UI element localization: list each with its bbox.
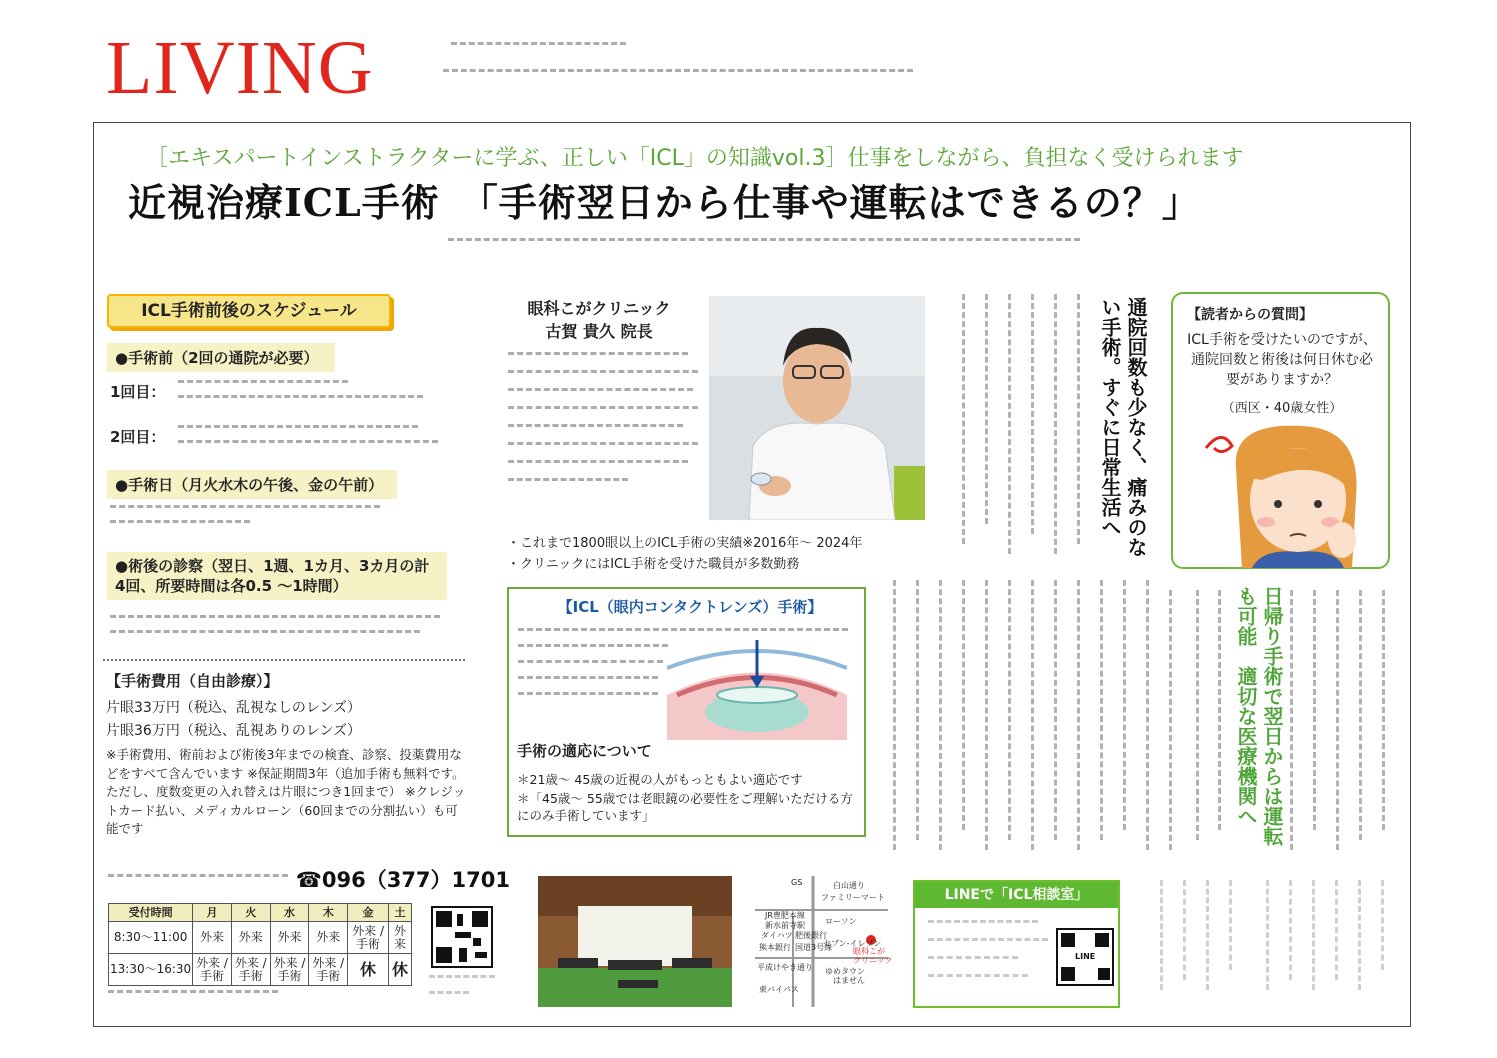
hours-cell: 外来 bbox=[388, 922, 411, 954]
map-label: クリニック bbox=[853, 956, 893, 965]
doctor-profile-text bbox=[508, 352, 698, 488]
doctor-name: 古賀 貴久 院長 bbox=[545, 322, 653, 341]
map-label: 肥後銀行 bbox=[795, 931, 827, 940]
map-label: ゆめタウン bbox=[825, 967, 865, 976]
thinking-woman-illustration bbox=[1192, 418, 1382, 568]
hours-cell: 外来 / 手術 bbox=[309, 954, 348, 986]
doctor-bullet-1: ・これまで1800眼以上のICL手術の実績※2016年～ 2024年 bbox=[507, 536, 863, 551]
map-label: 熊本銀行 bbox=[759, 943, 791, 952]
map-label: 国道3号線 bbox=[795, 943, 833, 952]
dotted-separator bbox=[103, 659, 465, 661]
hours-footnote bbox=[108, 990, 278, 1000]
hours-table bbox=[108, 903, 412, 986]
eye-diagram bbox=[667, 640, 847, 740]
map-label: セブン-イレブン bbox=[823, 939, 882, 948]
map-label: 平成けやき通り bbox=[757, 963, 813, 972]
reader-who: （西区・40歳女性） bbox=[1221, 401, 1343, 416]
visit2-details bbox=[178, 425, 438, 450]
hours-header: 水 bbox=[270, 904, 309, 922]
clinic-map bbox=[755, 876, 893, 1007]
map-label: ダイハツ bbox=[761, 931, 793, 940]
masthead-note bbox=[443, 42, 913, 79]
article-headline: 近視治療ICL手術 「手術翌日から仕事や運転はできるの？」 bbox=[128, 180, 1201, 225]
indication-note-2: ＊「45歳～ 55歳では老眼鏡の必要性をご理解いただける方にのみ手術しています」 bbox=[517, 791, 853, 823]
clinic-qr-code[interactable] bbox=[431, 906, 493, 968]
followup-details bbox=[110, 615, 440, 640]
before-surgery-label: ●手術前（2回の通院が必要） bbox=[107, 343, 335, 372]
line-box-title: LINEで「ICL相談室」 bbox=[915, 882, 1118, 908]
article-kicker: ［エキスパートインストラクターに学ぶ、正しい「ICL」の知識vol.3］仕事をしながら、負担なく受けられます bbox=[146, 146, 1244, 171]
map-label: JR豊肥本線 bbox=[765, 911, 805, 920]
hours-cell: 外来 / 手術 bbox=[348, 922, 389, 954]
doctor-name-block bbox=[506, 297, 692, 343]
hours-cell: 外来 bbox=[309, 922, 348, 954]
fee-line-1: 片眼33万円（税込、乱視なしのレンズ） bbox=[106, 700, 362, 716]
map-label: 東バイパス bbox=[759, 985, 799, 994]
hours-cell: 休 bbox=[388, 954, 411, 986]
hours-cell: 外来 bbox=[270, 922, 309, 954]
visit1-details bbox=[178, 380, 423, 405]
map-label: ファミリーマート bbox=[821, 893, 885, 902]
visit2-label: 2回目： bbox=[110, 428, 166, 446]
hours-cell: 外来 bbox=[231, 922, 270, 954]
hours-cell: 13:30～16:30 bbox=[109, 954, 193, 986]
line-qr-label: LINE bbox=[1075, 952, 1096, 961]
indication-note-1: ＊21歳～ 45歳の近視の人がもっともよい適応です bbox=[517, 772, 803, 787]
clinic-phone: ☎096（377）1701 bbox=[295, 868, 510, 892]
hours-header: 土 bbox=[388, 904, 411, 922]
surgery-day-label: ●手術日（月火水木の午後、金の午前） bbox=[107, 470, 397, 499]
reader-head: 【読者からの質問】 bbox=[1187, 307, 1313, 323]
hours-cell: 外来 bbox=[193, 922, 232, 954]
subhead-black: 通院回数も少なく、痛みのない手術。すぐに日常生活へ bbox=[1098, 297, 1148, 557]
hours-header: 火 bbox=[231, 904, 270, 922]
visit1-label: 1回目： bbox=[110, 383, 166, 401]
reader-question: ICL手術を受けたいのですが、通院回数と術後は何日休む必要がありますか？ bbox=[1187, 332, 1377, 388]
icl-title: 【ICL（眼内コンタクトレンズ）手術】 bbox=[557, 598, 823, 616]
doctor-clinic: 眼科こがクリニック bbox=[527, 299, 671, 318]
fee-line-2: 片眼36万円（税込、乱視ありのレンズ） bbox=[106, 723, 362, 739]
followup-label: ●術後の診察（翌日、1週、1カ月、3カ月の計4回、所要時間は各0.5 ～1時間） bbox=[107, 552, 447, 600]
byline bbox=[448, 238, 1080, 248]
indication-title: 手術の適応について bbox=[517, 742, 652, 760]
hours-cell: 8:30～11:00 bbox=[109, 922, 193, 954]
clinic-interior-photo bbox=[538, 876, 732, 1007]
map-label: 新水前寺駅 bbox=[765, 921, 805, 930]
hours-header: 受付時間 bbox=[109, 904, 193, 922]
hours-header: 金 bbox=[348, 904, 389, 922]
hours-cell: 外来 / 手術 bbox=[270, 954, 309, 986]
fee-title: 【手術費用（自由診療）】 bbox=[106, 672, 279, 690]
map-label: 眼科こが bbox=[853, 947, 885, 956]
map-label: GS bbox=[791, 878, 803, 887]
map-label: はません bbox=[833, 976, 865, 985]
surgery-day-details bbox=[110, 505, 380, 530]
subhead-green: 日帰り手術で翌日からは運転も可能 適切な医療機関へ bbox=[1234, 586, 1284, 846]
hours-cell: 外来 / 手術 bbox=[193, 954, 232, 986]
line-qr-code[interactable] bbox=[1056, 928, 1114, 986]
doctor-portrait bbox=[709, 296, 925, 520]
map-label: ローソン bbox=[825, 917, 857, 926]
fee-note: ※手術費用、術前および術後3年までの検査、診察、投薬費用などをすべて含んでいます ※保証期間3年（追加手術も無料です。ただし、度数変更の入れ替えは片眼につき1回まで） ※クレジットカード払い、メディカルローン（60回までの分割払い）も可能です bbox=[106, 747, 466, 836]
qr-caption bbox=[429, 975, 495, 1001]
hours-header: 月 bbox=[193, 904, 232, 922]
hours-cell: 外来 / 手術 bbox=[231, 954, 270, 986]
hours-header: 木 bbox=[309, 904, 348, 922]
living-logo: LIVING bbox=[106, 26, 374, 110]
hours-cell: 休 bbox=[348, 954, 389, 986]
schedule-title: ICL手術前後のスケジュール bbox=[107, 294, 391, 328]
map-label: 白山通り bbox=[833, 881, 865, 890]
clinic-phone-row bbox=[108, 864, 510, 894]
line-box-text bbox=[928, 920, 1048, 984]
doctor-bullet-2: ・クリニックにはICL手術を受けた職員が多数勤務 bbox=[507, 557, 800, 572]
